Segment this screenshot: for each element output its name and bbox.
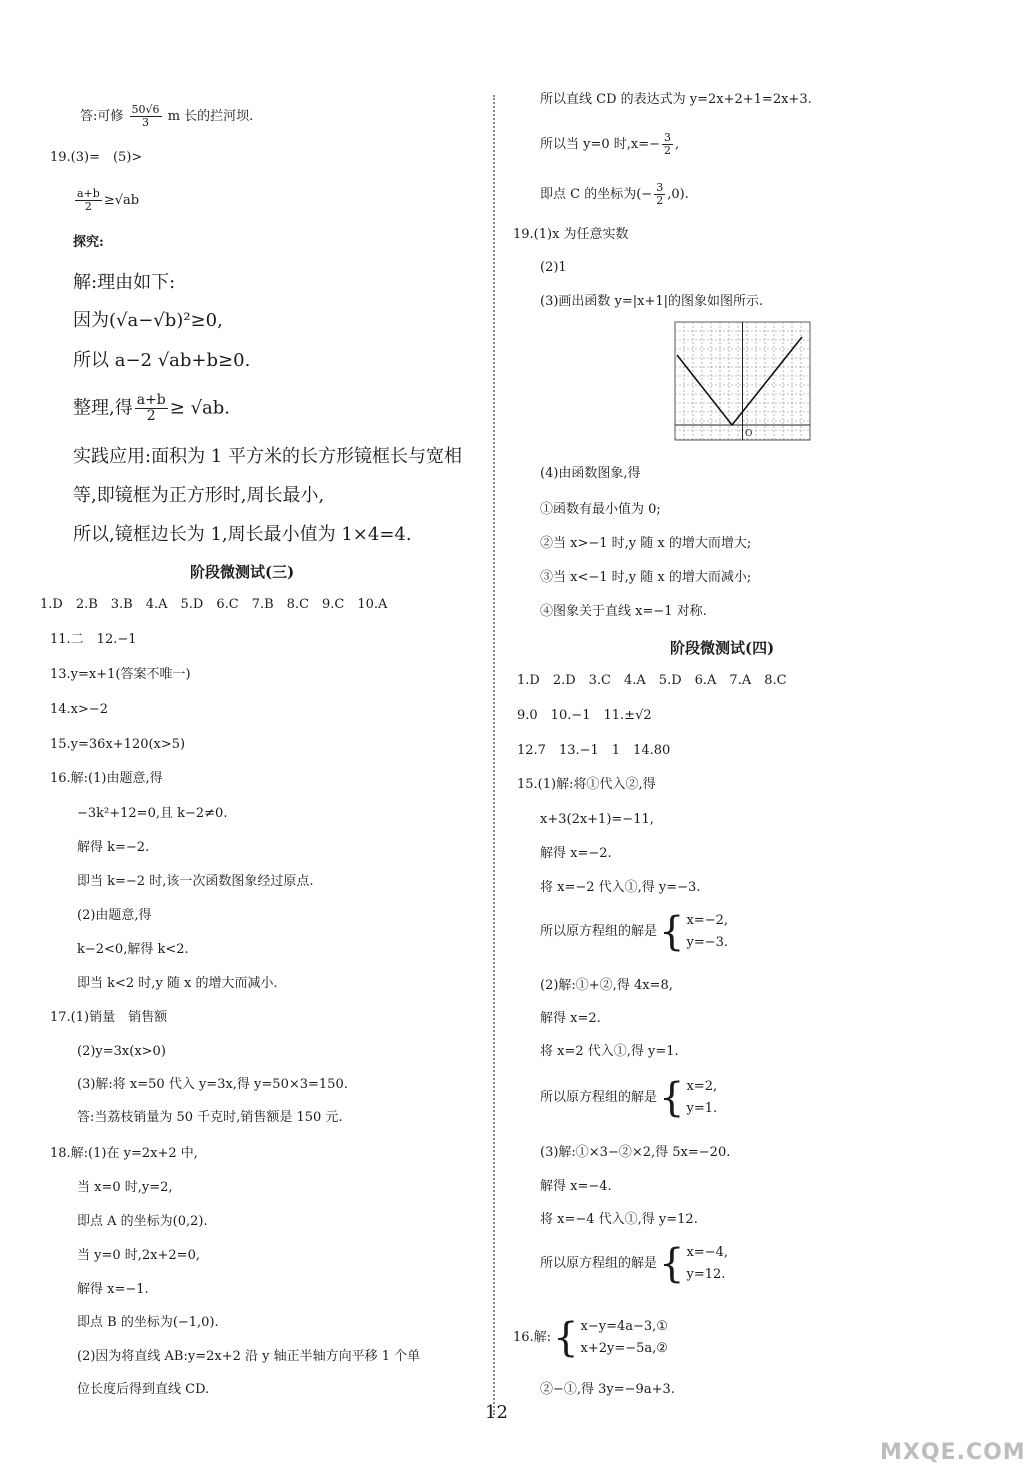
answer-line: 19.(1)x 为任意实数 xyxy=(513,227,629,242)
answer-line xyxy=(540,132,679,157)
answer-line: k−2<0,解得 k<2. xyxy=(77,942,189,957)
ineq-rest: ≥√ab xyxy=(103,193,140,208)
system-top: x=−4, xyxy=(686,1245,728,1260)
fraction xyxy=(662,132,673,157)
r03-prefix: 即点 C 的坐标为(− xyxy=(540,187,653,202)
answer-line: (2)y=3x(x>0) xyxy=(77,1044,166,1059)
system xyxy=(686,1076,717,1120)
answer-line: (3)解:①×3−②×2,得 5x=−20. xyxy=(540,1145,731,1160)
answer-line: 15.(1)解:将①代入②,得 xyxy=(517,777,656,792)
graph-svg xyxy=(675,322,810,440)
application-line: 等,即镜框为正方形时,周长最小, xyxy=(73,485,325,506)
q19-line: 19.(3)= (5)> xyxy=(50,150,143,165)
page-number: 12 xyxy=(485,1402,508,1423)
answer-line: 18.解:(1)在 y=2x+2 中, xyxy=(50,1146,198,1161)
system-bottom: y=12. xyxy=(686,1267,726,1282)
answer-line: (3)解:将 x=50 代入 y=3x,得 y=50×3=150. xyxy=(77,1077,348,1092)
column-divider xyxy=(493,95,495,1415)
answer-line: 将 x=2 代入①,得 y=1. xyxy=(540,1044,679,1059)
answer-line: 所以直线 CD 的表达式为 y=2x+2+1=2x+3. xyxy=(540,92,812,107)
frac-den: 2 xyxy=(84,200,92,213)
system-prefix: 所以原方程组的解是 xyxy=(540,924,658,939)
system-prefix: 16.解: xyxy=(513,1330,552,1345)
answer-line: (3)画出函数 y=|x+1|的图象如图所示. xyxy=(540,294,764,309)
fraction xyxy=(135,393,168,424)
answer-line: 解得 x=−1. xyxy=(77,1282,149,1297)
answer-line: 即当 k=−2 时,该一次函数图象经过原点. xyxy=(77,874,314,889)
sol4-rest: ≥ √ab. xyxy=(169,397,231,419)
answer-line: (2)解:①+②,得 4x=8, xyxy=(540,978,673,993)
system xyxy=(686,1242,728,1286)
answer-line: 即点 A 的坐标为(0,2). xyxy=(77,1214,208,1229)
fraction xyxy=(130,104,162,129)
answer-line: 11.二 12.−1 xyxy=(50,632,137,647)
application-line: 实践应用:面积为 1 平方米的长方形镜框长与宽相 xyxy=(73,446,462,467)
fraction xyxy=(654,182,665,207)
solution-system xyxy=(540,1242,728,1286)
answer-suffix: m 长的拦河坝. xyxy=(167,109,254,124)
r02-suffix: , xyxy=(675,137,680,152)
solution-system xyxy=(540,1076,717,1120)
answer-line: 15.y=36x+120(x>5) xyxy=(50,737,186,752)
frac-num: 3 xyxy=(656,181,664,194)
answer-line: 1.D 2.B 3.B 4.A 5.D 6.C 7.B 8.C 9.C 10.A xyxy=(40,597,388,612)
frac-den: 3 xyxy=(142,116,150,129)
answer-line: 当 x=0 时,y=2, xyxy=(77,1180,173,1195)
answer-line: 1.D 2.D 3.C 4.A 5.D 6.A 7.A 8.C xyxy=(517,673,787,688)
answer-line: 12.7 13.−1 1 14.80 xyxy=(517,743,671,758)
solution-line xyxy=(73,393,230,424)
application-line: 所以,镜框边长为 1,周长最小值为 1×4=4. xyxy=(73,524,412,545)
answer-line: ④图象关于直线 x=−1 对称. xyxy=(540,604,707,619)
answer-line: (2)1 xyxy=(540,260,567,275)
answer-line: (2)由题意,得 xyxy=(77,908,152,923)
system-top: x−y=4a−3,① xyxy=(580,1319,668,1334)
r02-prefix: 所以当 y=0 时,x=− xyxy=(540,137,661,152)
answer-line xyxy=(540,182,689,207)
section-heading-3: 阶段微测试(三) xyxy=(190,563,295,581)
solution-line: 所以 a−2 √ab+b≥0. xyxy=(73,350,251,371)
frac-num: 3 xyxy=(664,131,672,144)
answer-line: 16.解:(1)由题意,得 xyxy=(50,771,163,786)
answer-line: 解得 x=−4. xyxy=(540,1179,612,1194)
answer-line: ②当 x>−1 时,y 随 x 的增大而增大; xyxy=(540,536,752,551)
answer-line: 解得 x=−2. xyxy=(540,846,612,861)
sol4-prefix: 整理,得 xyxy=(73,397,133,419)
answer-line: (4)由函数图象,得 xyxy=(540,466,641,481)
answer-line: 将 x=−4 代入①,得 y=12. xyxy=(540,1212,698,1227)
origin-label: O xyxy=(745,429,753,439)
frac-num: a+b xyxy=(77,187,100,200)
answer-line: ①函数有最小值为 0; xyxy=(540,502,661,517)
answer-line: 13.y=x+1(答案不唯一) xyxy=(50,667,191,682)
system-prefix: 所以原方程组的解是 xyxy=(540,1090,658,1105)
frac-den: 2 xyxy=(656,194,664,207)
frac-num: 50√6 xyxy=(131,103,160,116)
system-bottom: x+2y=−5a,② xyxy=(580,1341,668,1356)
equation-system xyxy=(513,1316,668,1360)
system-top: x=2, xyxy=(686,1079,718,1094)
fraction xyxy=(75,188,102,213)
solution-line: 因为(√a−√b)²≥0, xyxy=(73,310,223,331)
answer-prefix: 答:可修 xyxy=(80,109,124,124)
frac-den: 2 xyxy=(146,408,156,424)
answer-line: 当 y=0 时,2x+2=0, xyxy=(77,1248,200,1263)
answer-line: 9.0 10.−1 11.±√2 xyxy=(517,708,652,723)
answer-line: −3k²+12=0,且 k−2≠0. xyxy=(77,806,228,821)
answer-line: ②−①,得 3y=−9a+3. xyxy=(540,1382,675,1397)
system-bottom: y=−3. xyxy=(686,935,729,950)
brace: { xyxy=(659,1075,685,1121)
r03-suffix: ,0). xyxy=(667,187,689,202)
section-heading-4: 阶段微测试(四) xyxy=(670,639,775,657)
frac-den: 2 xyxy=(664,144,672,157)
explore-label: 探究: xyxy=(73,235,104,250)
system-top: x=−2, xyxy=(686,913,728,928)
solution-line: 解:理由如下: xyxy=(73,272,176,293)
brace: { xyxy=(659,1241,685,1287)
answer-line: (2)因为将直线 AB:y=2x+2 沿 y 轴正半轴方向平移 1 个单 xyxy=(77,1349,421,1364)
system xyxy=(686,910,728,954)
system xyxy=(581,1316,668,1360)
answer-line: 14.x>−2 xyxy=(50,702,109,717)
brace: { xyxy=(553,1315,579,1361)
answer-line: 即当 k<2 时,y 随 x 的增大而减小. xyxy=(77,976,278,991)
system-prefix: 所以原方程组的解是 xyxy=(540,1256,658,1271)
answer-line: 解得 x=2. xyxy=(540,1011,601,1026)
answer-line xyxy=(80,104,253,129)
answer-line: 17.(1)销量 销售额 xyxy=(50,1010,168,1025)
answer-line: 解得 k=−2. xyxy=(77,840,150,855)
brace: { xyxy=(659,909,685,955)
solution-system xyxy=(540,910,728,954)
answer-line: 将 x=−2 代入①,得 y=−3. xyxy=(540,880,701,895)
answer-line: 即点 B 的坐标为(−1,0). xyxy=(77,1315,219,1330)
answer-line: 答:当荔枝销量为 50 千克时,销售额是 150 元. xyxy=(77,1110,343,1125)
function-graph xyxy=(675,322,810,440)
system-bottom: y=1. xyxy=(686,1101,718,1116)
watermark: MXQE.COM xyxy=(880,1440,1026,1465)
answer-line: x+3(2x+1)=−11, xyxy=(540,812,654,827)
answer-line: 位长度后得到直线 CD. xyxy=(77,1382,210,1397)
answer-line: ③当 x<−1 时,y 随 x 的增大而减小; xyxy=(540,570,752,585)
frac-num: a+b xyxy=(136,392,166,408)
q19-ineq xyxy=(73,188,139,213)
